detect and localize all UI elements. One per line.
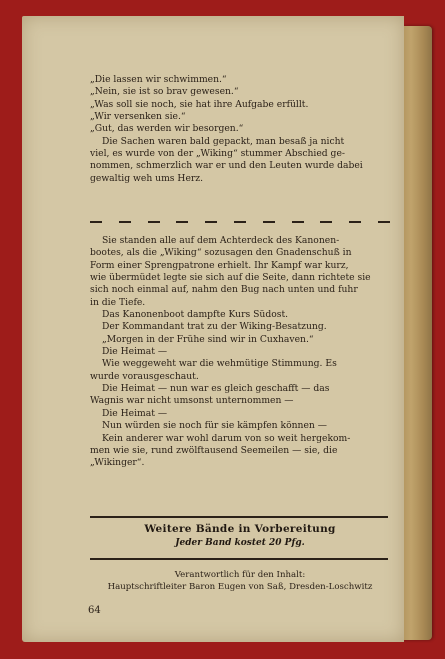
text-line: „Die lassen wir schwimmen.“ xyxy=(90,74,227,85)
dash xyxy=(205,221,217,223)
text-line: Die Sachen waren bald gepackt, man besaß ja nicht xyxy=(102,135,345,147)
text-line: „Wir versenken sie.“ xyxy=(90,111,186,123)
dash xyxy=(119,221,131,223)
booklet-spine xyxy=(402,26,432,640)
text-line: Die Heimat — xyxy=(102,407,168,419)
text-line: „Nein, sie ist so brav gewesen.“ xyxy=(90,86,239,98)
text-line: „Morgen in der Frühe sind wir in Cuxhaven.“ xyxy=(102,333,314,345)
credit-line-1: Verantwortlich für den Inhalt: xyxy=(174,570,306,580)
text-line: Die Heimat — xyxy=(102,346,168,358)
section-divider-dashes xyxy=(90,217,390,223)
text-line: Form einer Sprengpatrone erhielt. Ihr Kampf war kurz, xyxy=(90,259,349,271)
text-line: wie übermüdet legte sie sich auf die Seite, dann richtete sie xyxy=(90,272,371,284)
text-line: viel, es wurde von der „Wiking“ stummer Abschied ge- xyxy=(90,148,345,160)
text-line: Der Kommandant trat zu der Wiking-Besatzung. xyxy=(102,321,327,333)
footer-rule-bottom xyxy=(90,558,388,560)
dash xyxy=(176,221,188,223)
text-line: Das Kanonenboot dampfte Kurs Südost. xyxy=(102,309,289,321)
text-line: bootes, als die „Wiking“ sozusagen den Gnadenschuß in xyxy=(90,247,352,259)
text-line: Sie standen alle auf dem Achterdeck des Kanonen- xyxy=(102,235,340,246)
text-line: men wie sie, rund zwölftausend Seemeilen — sie, die xyxy=(90,444,338,456)
booklet xyxy=(22,16,430,642)
dash xyxy=(349,221,361,223)
text-block-bottom xyxy=(90,235,390,470)
text-line: Nun würden sie noch für sie kämpfen können — xyxy=(102,420,327,432)
book-page xyxy=(22,16,404,642)
text-block-top xyxy=(90,74,390,185)
footer-rule-top xyxy=(90,516,388,518)
text-line: sich noch einmal auf, nahm den Bug nach unten und fuhr xyxy=(90,284,358,296)
dash xyxy=(320,221,332,223)
footer-heading: Weitere Bände in Vorbereitung xyxy=(144,523,336,535)
dash xyxy=(263,221,275,223)
dash xyxy=(148,221,160,223)
dash xyxy=(292,221,304,223)
footer-subheading: Jeder Band kostet 20 Pfg. xyxy=(175,538,305,548)
text-line: Die Heimat — nun war es gleich geschafft — das xyxy=(102,383,330,395)
dash xyxy=(378,221,390,223)
text-line: Wie weggeweht war die wehmütige Stimmung. Es xyxy=(102,358,337,370)
text-line: gewaltig weh ums Herz. xyxy=(90,172,204,184)
text-line: wurde vorausgeschaut. xyxy=(90,370,199,382)
text-line: in die Tiefe. xyxy=(90,296,146,308)
page-number: 64 xyxy=(88,605,101,616)
dash xyxy=(90,221,102,223)
credit-line-2: Hauptschriftleiter Baron Eugen von Saß, Dresden-Loschwitz xyxy=(107,582,373,592)
text-line: Wagnis war nicht umsonst unternommen — xyxy=(90,395,294,407)
text-line: „Gut, das werden wir besorgen.“ xyxy=(90,123,244,135)
text-line: „Wikinger“. xyxy=(90,457,145,469)
text-line: nommen, schmerzlich war er und den Leuten wurde dabei xyxy=(90,160,363,172)
text-line: Kein anderer war wohl darum von so weit hergekom- xyxy=(102,432,351,444)
dash xyxy=(234,221,246,223)
text-line: „Was soll sie noch, sie hat ihre Aufgabe erfüllt. xyxy=(90,98,309,110)
